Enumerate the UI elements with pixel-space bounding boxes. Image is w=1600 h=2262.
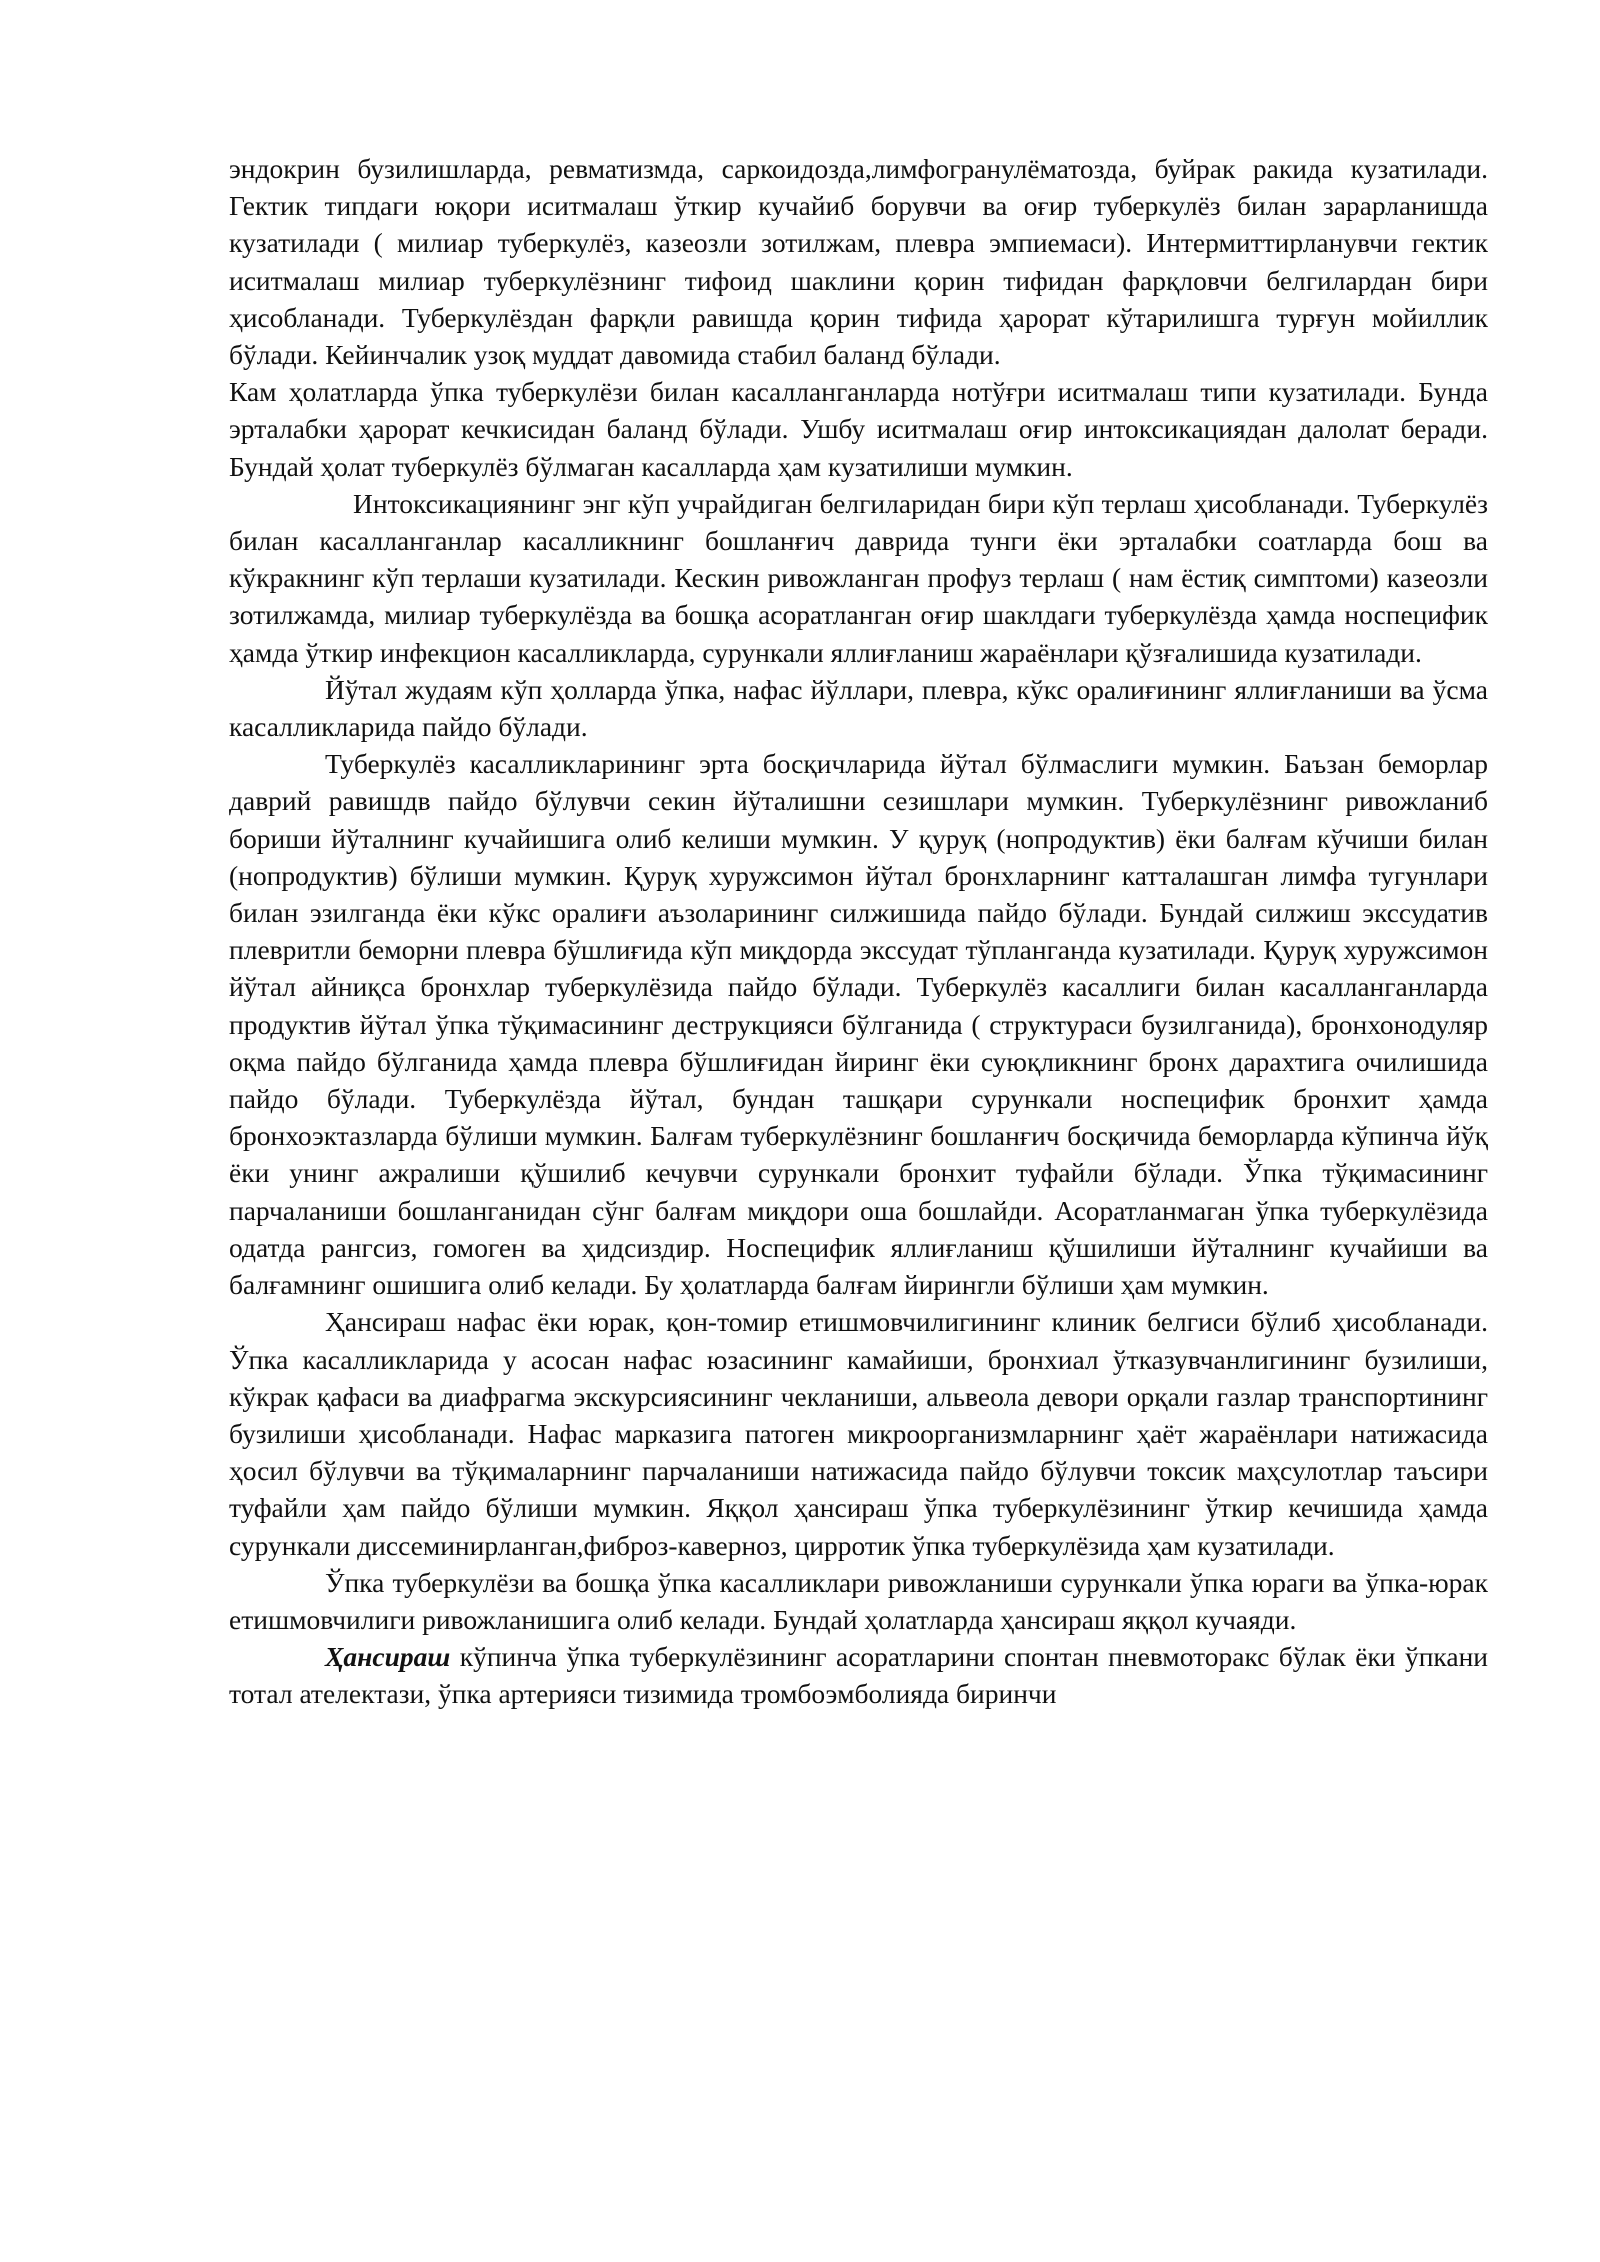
- paragraph-7: Ўпка туберкулёзи ва бошқа ўпка касалликлари ривожланиши сурункали ўпка юраги ва ўпка-юрак етишмовчилиги ривожланишига олиб келади. Бундай ҳолатларда ҳансираш яққол кучаяди.: [229, 1566, 1488, 1635]
- emphasized-term: Ҳансираш: [325, 1641, 451, 1673]
- paragraph-4: Йўтал жудаям кўп ҳолларда ўпка, нафас йўллари, плевра, кўкс оралиғининг яллиғланиши ва ўсма касалликларида пайдо бўлади.: [229, 673, 1488, 743]
- paragraph-8: [229, 1638, 1488, 1712]
- paragraph-2: Кам ҳолатларда ўпка туберкулёзи билан касалланганларда нотўғри иситмалаш типи кузатилади. Бунда эрталабки ҳарорат кечкисидан баланд бўлади. Ушбу иситмалаш оғир интоксикациядан далолат беради. Бундай ҳолат туберкулёз бўлмаган касалларда ҳам кузатилиши мумкин.: [229, 376, 1488, 482]
- document-page: [229, 150, 1488, 1713]
- paragraph-5: Туберкулёз касалликларининг эрта босқичларида йўтал бўлмаслиги мумкин. Баъзан беморлар даврий равишдв пайдо бўлувчи секин йўталишни сезишлари мумкин. Туберкулёзнинг ривожланиб бориши йўталнинг кучайишига олиб келиши мумкин. У қуруқ (нопродуктив) ёки балғам кўчиши билан (нопродуктив) бўлиши мумкин. Қуруқ хуружсимон йўтал бронхларнинг катталашган лимфа тугунлари билан эзилганда ёки кўкс оралиғи аъзоларининг силжишида пайдо бўлади. Бундай силжиш экссудатив плевритли беморни плевра бўшлиғида кўп миқдорда экссудат тўпланганда кузатилади. Қуруқ хуружсимон йўтал айниқса бронхлар туберкулёзида пайдо бўлади. Туберкулёз касаллиги билан касалланганларда продуктив йўтал ўпка тўқимасининг деструкцияси бўлганида ( структураси бузилганида), бронхонодуляр оқма пайдо бўлганида ҳамда плевра бўшлиғидан йиринг ёки суюқликнинг бронх дарахтига очилишида пайдо бўлади. Туберкулёзда йўтал, бундан ташқари сурункали носпецифик бронхит ҳамда бронхоэктазларда бўлиши мумкин. Балғам туберкулёзнинг бошланғич босқичида беморларда кўпинча йўқ ёки унинг ажралиши қўшилиб кечувчи сурункали бронхит туфайли бўлади. Ўпка тўқимасининг парчаланиши бошланганидан сўнг балғам миқдори оша бошлайди. Асоратланмаган ўпка туберкулёзида одатда рангсиз, гомоген ва ҳидсиздир. Носпецифик яллиғланиш қўшилиши йўталнинг кучайиши ва балғамнинг ошишига олиб келади. Бу ҳолатларда балғам йирингли бўлиши ҳам мумкин.: [229, 748, 1488, 1301]
- paragraph-1: эндокрин бузилишларда, ревматизмда, саркоидозда,лимфогранулёматозда, буйрак ракида кузатилади. Гектик типдаги юқори иситмалаш ўткир кучайиб борувчи ва оғир туберкулёз билан зарарланишда кузатилади ( милиар туберкулёз, казеозли зотилжам, плевра эмпиемаси). Интермиттирланувчи гектик иситмалаш милиар туберкулёзнинг тифоид шаклини қорин тифидан фарқловчи белгилардан бири ҳисобланади. Туберкулёздан фарқли равишда қорин тифида ҳарорат кўтарилишга турғун мойиллик бўлади. Кейинчалик узоқ муддат давомида стабил баланд бўлади.: [229, 153, 1488, 371]
- paragraph-6: Ҳансираш нафас ёки юрак, қон-томир етишмовчилигининг клиник белгиси бўлиб ҳисобланади. Ўпка касалликларида у асосан нафас юзасининг камайиши, бронхиал ўтказувчанлигининг бузилиши, кўкрак қафаси ва диафрагма экскурсиясининг чекланиши, альвеола девори орқали газлар транспортининг бузилиши ҳисобланади. Нафас марказига патоген микроорганизмларнинг ҳаёт жараёнлари натижасида ҳосил бўлувчи ва тўқималарнинг парчаланиши натижасида пайдо бўлувчи токсик маҳсулотлар таъсири туфайли ҳам пайдо бўлиши мумкин. Яққол ҳансираш ўпка туберкулёзининг ўткир кечишида ҳамда сурункали диссеминирланган,фиброз-каверноз, цирротик ўпка туберкулёзида ҳам кузатилади.: [229, 1306, 1488, 1561]
- paragraph-3: Интоксикациянинг энг кўп учрайдиган белгиларидан бири кўп терлаш ҳисобланади. Туберкулёз билан касалланганлар касалликнинг бошланғич даврида тунги ёки эрталабки соатларда бош ва кўкракнинг кўп терлаши кузатилади. Кескин ривожланган профуз терлаш ( нам ёстиқ симптоми) казеозли зотилжамда, милиар туберкулёзда ва бошқа асоратланган оғир шаклдаги туберкулёзда ҳамда носпецифик ҳамда ўткир инфекцион касалликларда, сурункали яллиғланиш жараёнлари қўзғалишида кузатилади.: [229, 487, 1488, 668]
- paragraph-8-text: кўпинча ўпка туберкулёзининг асоратларини спонтан пневмоторакс бўлак ёки ўпкани тотал ателектази, ўпка артерияси тизимида тромбоэмболияда биринчи: [229, 1641, 1488, 1710]
